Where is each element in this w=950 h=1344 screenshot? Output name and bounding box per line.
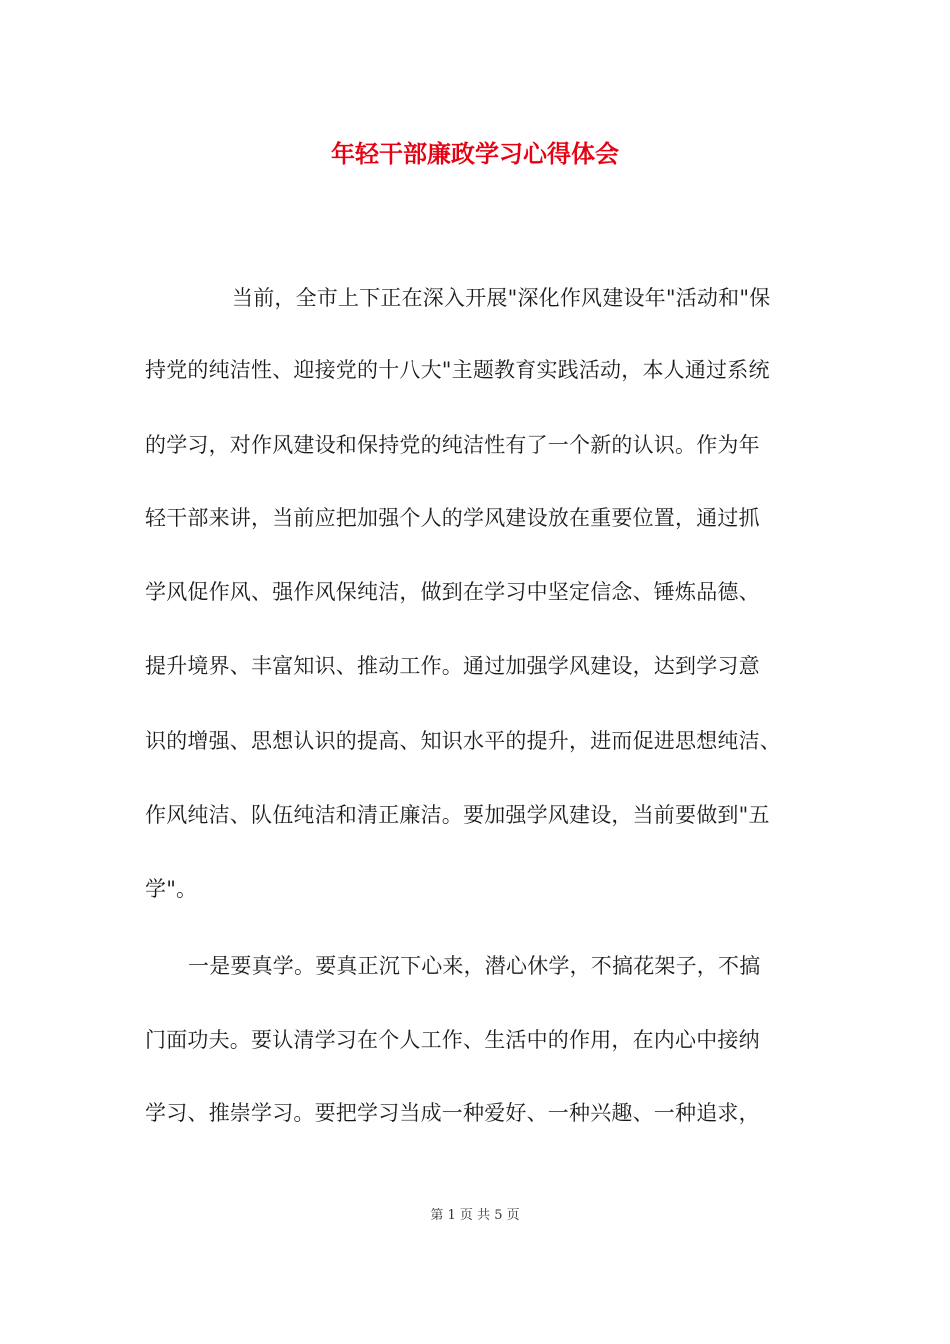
body-line: 学"。	[145, 877, 198, 901]
body-line: 的学习，对作风建设和保持党的纯洁性有了一个新的认识。作为年	[145, 433, 760, 457]
body-line: 作风纯洁、队伍纯洁和清正廉洁。要加强学风建设，当前要做到"五	[145, 803, 770, 827]
body-line: 当前，全市上下正在深入开展"深化作风建设年"活动和"保	[232, 286, 771, 310]
body-line: 提升境界、丰富知识、推动工作。通过加强学风建设，达到学习意	[145, 654, 760, 678]
page-footer: 第 1 页 共 5 页	[430, 1208, 520, 1223]
body-line: 持党的纯洁性、迎接党的十八大"主题教育实践活动，本人通过系统	[145, 358, 770, 382]
body-line: 学风促作风、强作风保纯洁，做到在学习中坚定信念、锤炼品德、	[145, 580, 760, 604]
body-line: 一是要真学。要真正沉下心来，潜心休学，不搞花架子，不搞	[188, 954, 761, 978]
document-title: 年轻干部廉政学习心得体会	[331, 139, 619, 168]
body-line: 识的增强、思想认识的提高、知识水平的提升，进而促进思想纯洁、	[145, 729, 781, 753]
body-line: 门面功夫。要认清学习在个人工作、生活中的作用，在内心中接纳	[145, 1028, 760, 1052]
body-line: 轻干部来讲，当前应把加强个人的学风建设放在重要位置，通过抓	[145, 506, 760, 530]
body-line: 学习、推崇学习。要把学习当成一种爱好、一种兴趣、一种追求，	[145, 1101, 760, 1125]
